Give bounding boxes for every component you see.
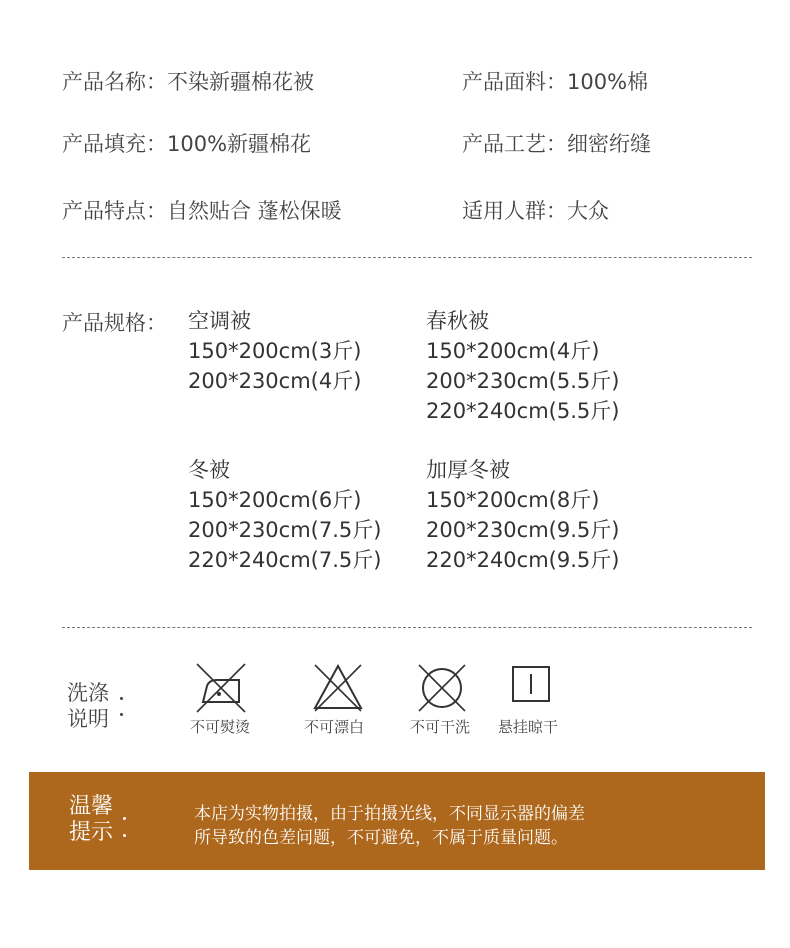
washing-dot (120, 713, 123, 716)
spec-item: 200*230cm(9.5斤) (426, 518, 620, 542)
notice-line1: 本店为实物拍摄，由于拍摄光线，不同显示器的偏差 (194, 804, 585, 824)
spec-item: 200*230cm(4斤) (188, 369, 362, 393)
spec-item: 200*230cm(7.5斤) (188, 518, 382, 542)
spec-item: 150*200cm(3斤) (188, 339, 362, 363)
spec-label: 产品规格： (62, 311, 167, 335)
spec-group-title: 冬被 (188, 458, 230, 482)
no-bleach-label: 不可漂白 (304, 718, 365, 736)
spec-item: 220*240cm(7.5斤) (188, 548, 382, 572)
notice-text (194, 802, 585, 850)
notice-dot (123, 834, 126, 837)
product-fabric: 产品面料：100%棉 (462, 70, 649, 94)
product-filling: 产品填充：100%新疆棉花 (62, 132, 312, 156)
product-features: 产品特点：自然贴合 蓬松保暖 (62, 199, 342, 223)
notice-dot (123, 817, 126, 820)
target-users: 适用人群：大众 (462, 199, 609, 223)
product-craft: 产品工艺：细密绗缝 (462, 132, 651, 156)
spec-group-winter (188, 455, 381, 575)
no-iron-label: 不可熨烫 (190, 718, 251, 736)
spec-item: 220*240cm(5.5斤) (426, 399, 620, 423)
spec-group-thick-winter (426, 455, 619, 575)
divider-top (62, 257, 752, 258)
spec-group-aircon (188, 306, 361, 396)
washing-title-line1: 洗涤 (67, 681, 109, 705)
notice-title (69, 794, 113, 846)
hang-dry-icon (510, 664, 562, 716)
spec-item: 150*200cm(8斤) (426, 488, 600, 512)
spec-group-title: 空调被 (188, 309, 251, 333)
no-iron-icon (195, 662, 247, 714)
no-bleach-icon (312, 662, 364, 714)
spec-group-title: 加厚冬被 (426, 458, 510, 482)
spec-item: 150*200cm(4斤) (426, 339, 600, 363)
spec-item: 220*240cm(9.5斤) (426, 548, 620, 572)
spec-item: 150*200cm(6斤) (188, 488, 362, 512)
divider-bottom (62, 627, 752, 628)
notice-title-line2: 提示 (69, 820, 114, 845)
spec-group-title: 春秋被 (426, 309, 489, 333)
notice-title-line1: 温馨 (69, 794, 114, 819)
hang-dry-label: 悬挂晾干 (498, 718, 559, 736)
spec-item: 200*230cm(5.5斤) (426, 369, 620, 393)
notice-banner (29, 772, 765, 870)
washing-title (67, 680, 109, 732)
no-dry-clean-label: 不可干洗 (410, 718, 471, 736)
product-name: 产品名称：不染新疆棉花被 (62, 70, 314, 94)
washing-title-line2: 说明 (67, 707, 109, 731)
spec-group-spring-autumn (426, 306, 619, 426)
notice-line2: 所导致的色差问题，不可避免，不属于质量问题。 (194, 828, 568, 848)
no-dry-clean-icon (416, 662, 468, 714)
washing-dot (120, 697, 123, 700)
